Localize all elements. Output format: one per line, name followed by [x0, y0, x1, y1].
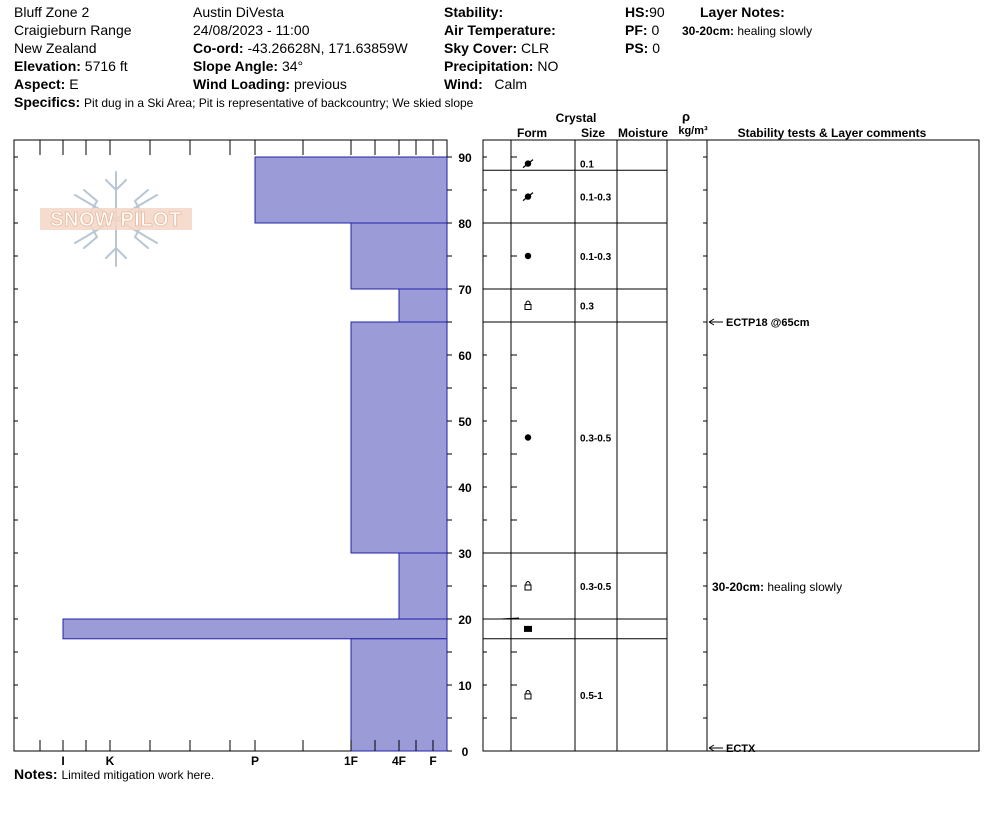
wind-loading-label: Wind Loading:	[193, 76, 291, 92]
location-name: Bluff Zone 2	[14, 4, 90, 20]
stability-test-label: ECTX	[726, 743, 756, 755]
aspect-label: Aspect:	[14, 76, 66, 92]
hardness-label: F	[429, 754, 437, 768]
aspect-value: E	[69, 76, 79, 92]
elevation-value: 5716 ft	[84, 58, 128, 74]
y-tick-label: 80	[458, 217, 472, 231]
faceted-icon	[525, 582, 531, 591]
precip-label: Precipitation:	[444, 58, 534, 74]
hardness-bar-5	[63, 619, 447, 639]
hardness-bar-2	[399, 289, 447, 322]
faceted-icon	[525, 690, 531, 699]
country-name: New Zealand	[14, 40, 97, 56]
wind-label: Wind:	[444, 76, 483, 92]
hardness-label: 4F	[391, 754, 407, 768]
rounded-icon	[525, 253, 531, 259]
hardness-bar-4	[399, 553, 447, 619]
hardness-bar-0	[255, 157, 447, 223]
layer-note-depth: 30-20cm:	[682, 24, 735, 38]
crystal-size: 0.3	[580, 301, 594, 313]
y-tick-label: 30	[458, 547, 472, 561]
wind-value: Calm	[494, 76, 528, 92]
layer-comment-depth: 30-20cm:	[712, 580, 768, 594]
density-unit-header: kg/m³	[678, 125, 708, 137]
size-header: Size	[580, 126, 606, 140]
crystal-size: 0.1	[580, 159, 594, 171]
pf-label: PF:	[625, 22, 648, 38]
sky-label: Sky Cover:	[444, 40, 518, 56]
y-tick-label: 0	[461, 745, 469, 759]
hardness-bars	[63, 157, 447, 751]
hardness-label: K	[105, 754, 115, 768]
hardness-bar-1	[351, 223, 447, 289]
snowpilot-logo	[40, 172, 192, 266]
range-name: Craigieburn Range	[14, 22, 132, 38]
layer-comment	[712, 580, 842, 594]
faceted-icon	[525, 301, 531, 310]
hardness-label: P	[250, 754, 260, 768]
y-tick-label: 50	[458, 415, 472, 429]
hardness-bar-3	[351, 322, 447, 553]
y-tick-label: 20	[458, 613, 472, 627]
observation-datetime: 24/08/2023 - 11:00	[193, 22, 310, 38]
wind-loading-value: previous	[293, 76, 347, 92]
hardness-bar-6	[351, 639, 447, 751]
crystal-table-frame	[483, 140, 979, 751]
crystal-header: Crystal	[555, 111, 597, 125]
y-tick-label: 10	[458, 679, 472, 693]
elevation-label: Elevation:	[14, 58, 81, 74]
hs-label: HS:	[625, 4, 650, 20]
y-tick-label: 70	[458, 283, 472, 297]
air-temp-label: Air Temperature:	[444, 22, 556, 38]
y-tick-label: 60	[458, 349, 472, 363]
observer-name: Austin DiVesta	[193, 4, 285, 20]
ps-label: PS:	[625, 40, 649, 56]
notes-label: Notes:	[14, 766, 58, 782]
hs-value: 90	[649, 4, 665, 20]
stability-header: Stability tests & Layer comments	[737, 126, 927, 140]
slope-label: Slope Angle:	[193, 58, 279, 74]
hardness-label: I	[61, 754, 65, 768]
crystal-size: 0.3-0.5	[580, 433, 612, 445]
hardness-label: 1F	[343, 754, 359, 768]
coord-value: -43.26628N, 171.63859W	[247, 40, 408, 56]
pf-value: 0	[651, 22, 660, 38]
crystal-size: 0.3-0.5	[580, 582, 612, 593]
sky-value: CLR	[521, 40, 550, 56]
slope-value: 34°	[281, 58, 304, 74]
form-header: Form	[517, 126, 547, 140]
layer-note-text: healing slowly	[737, 24, 813, 38]
crystal-size: 0.1-0.3	[580, 252, 612, 263]
y-tick-label: 40	[458, 481, 472, 495]
precip-value: NO	[537, 58, 559, 74]
logo-text: SNOW PILOT	[50, 209, 182, 231]
moisture-header: Moisture	[617, 126, 669, 140]
crystal-size: 0.1-0.3	[580, 192, 612, 204]
specifics-value: Pit dug in a Ski Area; Pit is representative of backcountry; We skied slope	[84, 96, 474, 110]
ice-icon	[524, 626, 532, 632]
new-snow-icon	[523, 160, 533, 168]
rounded-icon	[525, 434, 531, 440]
y-tick-label: 90	[458, 151, 472, 165]
layer-notes-label: Layer Notes:	[700, 4, 785, 20]
stability-label: Stability:	[444, 4, 504, 20]
stability-test-label: ECTP18 @65cm	[726, 317, 810, 329]
ps-value: 0	[652, 40, 661, 56]
notes-value: Limited mitigation work here.	[61, 768, 215, 782]
density-symbol-header: ρ	[681, 109, 691, 124]
new-snow-icon	[523, 193, 533, 201]
coord-label: Co-ord:	[193, 40, 244, 56]
layer-comment-text: healing slowly	[767, 580, 843, 594]
stability-tests	[709, 317, 842, 755]
crystal-size: 0.5-1	[580, 690, 603, 702]
specifics-label: Specifics:	[14, 94, 81, 110]
